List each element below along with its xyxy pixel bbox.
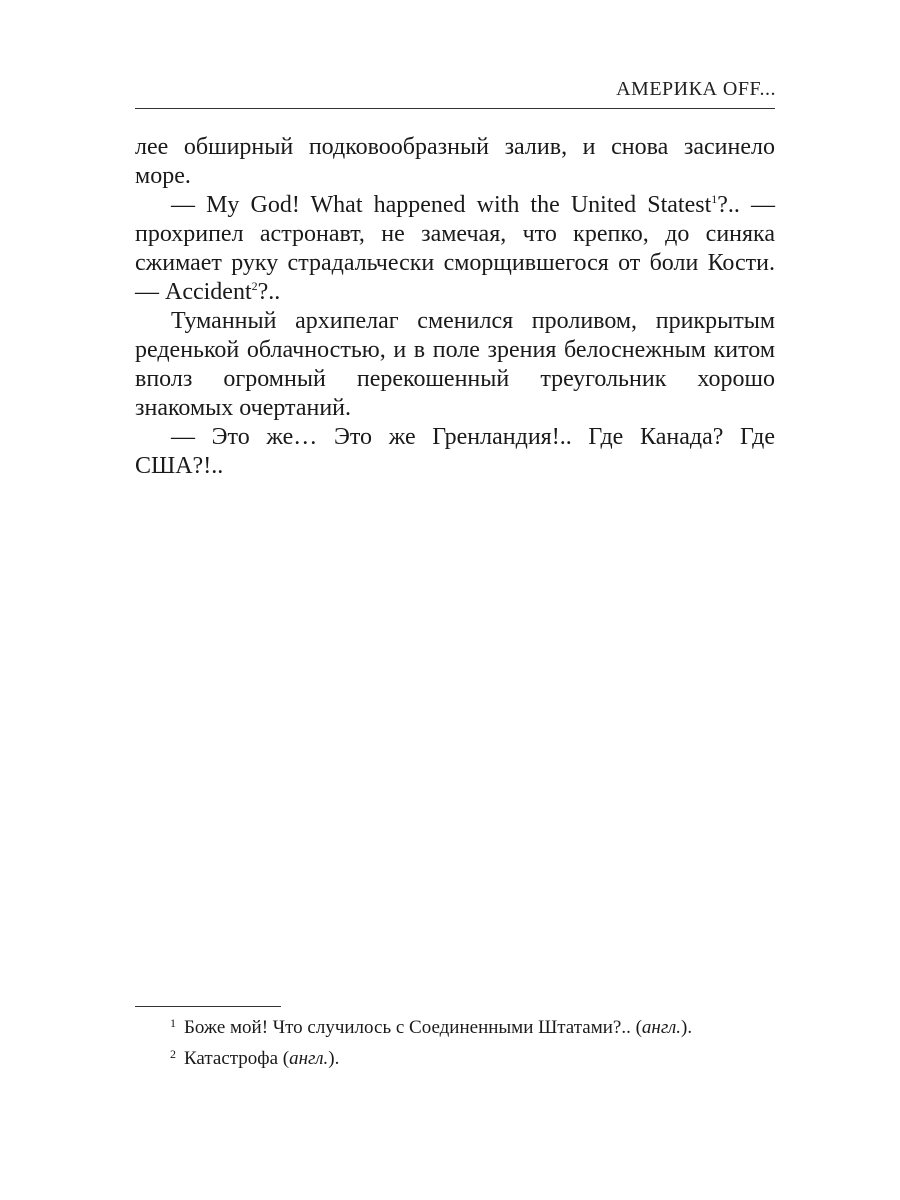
paragraph-2-part-b: ?.. — прохрипел астронавт, не замечая, что крепко, до синяка сжимает руку страдальчески сморщившегося от боли Кости. — Accident xyxy=(135,192,775,305)
footnote-lang: англ. xyxy=(289,1048,329,1069)
footnote-number: 2 xyxy=(170,1047,176,1061)
paragraph-2-part-a: — My God! What happened with the United Statest xyxy=(171,192,712,218)
running-head: АМЕРИКА OFF... xyxy=(616,78,776,100)
footnote-number: 1 xyxy=(170,1016,176,1030)
footnote-ref-2: 2 xyxy=(251,279,258,293)
footnote-1 xyxy=(170,1014,770,1042)
footnote-text: Боже мой! Что случилось с Соединенными Штатами?.. ( xyxy=(184,1017,642,1038)
footnotes xyxy=(170,1014,770,1076)
paragraph-2-part-c: ?.. xyxy=(257,279,281,305)
paragraph-1: лее обширный подковообразный залив, и снова засинело море. xyxy=(135,134,775,189)
body-text xyxy=(135,133,775,481)
paragraph-4: — Это же… Это же Гренландия!.. Где Канада? Где США?!.. xyxy=(135,424,775,479)
footnote-text: Катастрофа ( xyxy=(184,1048,290,1069)
footnote-close: ). xyxy=(328,1048,340,1069)
footnote-rule xyxy=(135,1006,281,1007)
header-rule xyxy=(135,108,775,109)
footnote-ref-1: 1 xyxy=(711,192,718,206)
footnote-2 xyxy=(170,1045,770,1073)
paragraph-3: Туманный архипелаг сменился проливом, прикрытым реденькой облачностью, и в поле зрения белоснежным китом вполз огромный перекошенный треугольник хорошо знакомых очертаний. xyxy=(135,308,775,421)
footnote-close: ). xyxy=(681,1017,693,1038)
footnote-lang: англ. xyxy=(641,1017,682,1038)
paragraph-2 xyxy=(135,191,775,307)
